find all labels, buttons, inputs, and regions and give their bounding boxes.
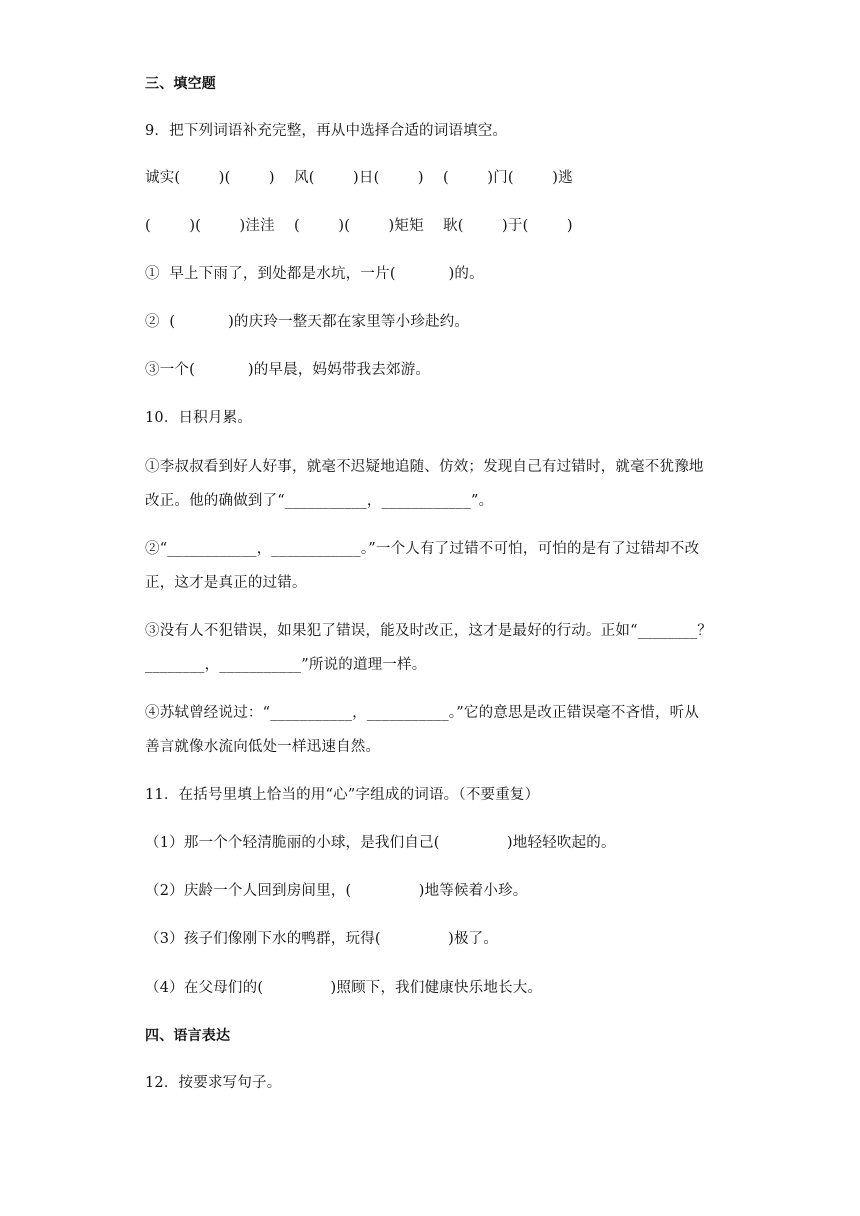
question-10-item-2-line-1: ②“____________，____________。”一个人有了过错不可怕，可怕的是有了过错却不改	[145, 541, 700, 557]
question-10-item-3-line-1: ③没有人不犯错误，如果犯了错误，能及时改正，这才是最好的行动。正如“________？	[145, 623, 713, 639]
question-9-sentence-2: ② ( )的庆玲一整天都在家里等小珍赴约。	[145, 314, 470, 330]
question-10-item-3-line-2: ________，___________”所说的道理一样。	[145, 657, 427, 673]
question-10-item-1-line-1: ①李叔叔看到好人好事，就毫不迟疑地追随、仿效；发现自己有过错时，就毫不犹豫地	[145, 459, 704, 475]
section-heading-language-expression: 四、语言表达	[145, 1028, 231, 1044]
question-11-item-1: （1）那一个个轻清脆丽的小球，是我们自己( )地轻轻吹起的。	[145, 835, 616, 851]
question-10-item-1-line-2: 改正。他的确做到了“___________，____________”。	[145, 493, 494, 509]
question-10-prompt: 10．日积月累。	[145, 410, 253, 426]
question-9-words-row-1: 诚实( )( ) 风( )日( ) ( )门( )逃	[145, 170, 573, 186]
question-9-sentence-1: ① 早上下雨了，到处都是水坑，一片( )的。	[145, 266, 484, 282]
question-9-words-row-2: ( )( )洼洼 ( )( )矩矩 耿( )于( )	[145, 218, 573, 234]
question-11-item-2: （2）庆龄一个人回到房间里，( )地等候着小珍。	[145, 883, 528, 899]
question-11-item-4: （4）在父母们的( )照顾下，我们健康快乐地长大。	[145, 980, 543, 996]
question-9-sentence-3: ③一个( )的早晨，妈妈带我去郊游。	[145, 362, 431, 378]
question-12-prompt: 12．按要求写句子。	[145, 1075, 282, 1091]
section-heading-fill-blank: 三、填空题	[145, 76, 216, 92]
question-10-item-2-line-2: 正，这才是真正的过错。	[145, 575, 307, 591]
question-9-prompt: 9．把下列词语补充完整，再从中选择合适的词语填空。	[145, 123, 508, 139]
question-11-item-3: （3）孩子们像刚下水的鸭群，玩得( )极了。	[145, 931, 499, 947]
question-10-item-4-line-1: ④苏轼曾经说过：“___________，___________。”它的意思是改正错误毫不吝惜，听从	[145, 705, 700, 721]
question-10-item-4-line-2: 善言就像水流向低处一样迅速自然。	[145, 739, 381, 755]
question-11-prompt: 11．在括号里填上恰当的用“心”字组成的词语。（不要重复）	[145, 787, 540, 803]
